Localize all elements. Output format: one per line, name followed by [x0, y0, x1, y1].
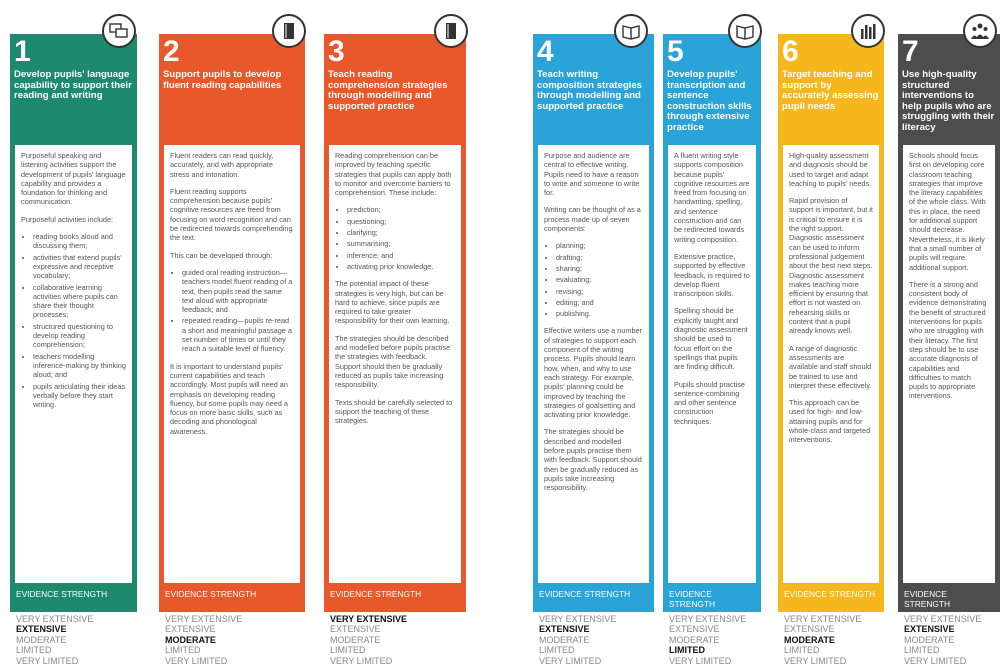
body-paragraph: Purposeful speaking and listening activities support the development of pupils' language capability and provides a foundation for thinking and communication. — [21, 151, 126, 207]
body-list-item: • repeated reading—pupils re-read a short and meaningful passage a set number of times or until they reach a suitable level of fluency. — [182, 316, 294, 353]
body-list-item: • teachers modelling inference-making by thinking aloud; and — [33, 352, 126, 380]
body-list-item: • questioning; — [347, 217, 455, 226]
evidence-level: MODERATE — [539, 634, 590, 645]
recommendation-header — [10, 34, 137, 140]
evidence-strength-text: EVIDENCE STRENGTH — [165, 589, 257, 599]
body-list-item: • prediction; — [347, 205, 455, 214]
body-list-item: • pupils articulating their ideas verbally before they start writing. — [33, 382, 126, 410]
evidence-level: VERY EXTENSIVE — [784, 614, 862, 624]
recommendation-number: 6 — [782, 35, 798, 68]
evidence-level: LIMITED — [669, 645, 705, 656]
recommendation-body — [898, 140, 1000, 588]
body-paragraph: Writing can be thought of as a process made up of seven components: — [544, 205, 641, 234]
evidence-strength-text: EVIDENCE STRENGTH — [539, 589, 631, 599]
body-list-item: • structured questioning to develop reading comprehension; — [33, 322, 126, 350]
body-list-item: • collaborative learning activities where pupils can share their thought processes; — [33, 283, 126, 320]
body-paragraph: Fluent readers can read quickly, accurately, and with appropriate stress and intonation. — [170, 151, 274, 179]
evidence-level: VERY EXTENSIVE — [539, 614, 617, 624]
open-book-icon — [614, 14, 648, 48]
evidence-levels — [663, 612, 761, 668]
recommendation-column-6 — [778, 0, 884, 668]
recommendation-column-2 — [159, 0, 305, 668]
body-list-item: • sharing; — [556, 264, 643, 273]
body-list-item: • publishing. — [556, 309, 643, 318]
recommendation-header — [778, 34, 884, 140]
evidence-level: LIMITED — [784, 645, 820, 656]
recommendation-header — [898, 34, 1000, 140]
body-list — [544, 241, 643, 318]
evidence-level: EXTENSIVE — [165, 624, 216, 635]
evidence-level: LIMITED — [330, 645, 366, 656]
body-paragraph: This approach can be used for high- and low-attaining pupils and for whole-class and targeted interventions. — [789, 398, 871, 445]
recommendation-body — [663, 140, 761, 588]
body-list-item: • planning; — [556, 241, 643, 250]
body-paragraph: Purpose and audience are central to effective writing. Pupils need to have a reason to write and someone to write for. — [544, 151, 640, 198]
evidence-level: VERY LIMITED — [330, 655, 393, 666]
recommendation-title: Teach writing composition strategies through modelling and supported practice — [537, 69, 643, 112]
recommendation-title: Target teaching and support by accurately assessing pupil needs — [782, 69, 879, 112]
body-paragraph: Spelling should be explicitly taught and diagnostic assessment should be used to focus effort on the spellings that pupils are finding difficult. — [674, 306, 748, 372]
body-paragraph: Purposeful activities include: — [21, 214, 114, 224]
evidence-strength-text: EVIDENCE STRENGTH — [669, 589, 716, 609]
evidence-strength-label — [778, 588, 884, 612]
recommendation-column-1 — [10, 0, 137, 668]
recommendation-header — [663, 34, 761, 140]
group-icon — [963, 14, 997, 48]
evidence-strength-label — [324, 588, 466, 612]
evidence-level: MODERATE — [904, 634, 955, 645]
evidence-level: VERY LIMITED — [539, 655, 602, 666]
recommendation-number: 1 — [14, 35, 30, 68]
recommendation-title: Teach reading comprehension strategies through modelling and supported practice — [328, 69, 448, 112]
evidence-level: VERY EXTENSIVE — [165, 614, 243, 624]
evidence-strength-label — [10, 588, 137, 612]
evidence-levels — [778, 612, 884, 668]
evidence-level: VERY EXTENSIVE — [16, 614, 94, 624]
recommendation-body-text — [15, 145, 132, 583]
body-paragraph: Schools should focus first on developing core classroom teaching strategies that improve the literacy capabilities of the whole class. With this in place, the need for additional support should decrease. Nevertheless, it is likely that a small number of pupils will require additional support. — [909, 151, 986, 272]
evidence-strength-text: EVIDENCE STRENGTH — [330, 589, 422, 599]
evidence-strength-label — [898, 588, 1000, 612]
evidence-strength-text: EVIDENCE STRENGTH — [16, 589, 108, 599]
body-paragraph: Texts should be carefully selected to support the teaching of these strategies. — [335, 397, 453, 426]
evidence-level: LIMITED — [904, 645, 940, 656]
evidence-levels — [10, 612, 137, 668]
recommendation-number: 3 — [328, 35, 344, 68]
body-list — [335, 205, 455, 271]
bar-chart-icon — [851, 14, 885, 48]
evidence-levels — [898, 612, 1000, 668]
recommendation-body — [324, 140, 466, 588]
evidence-level: MODERATE — [330, 634, 381, 645]
body-list-item: • activating prior knowledge. — [347, 262, 455, 271]
evidence-strength-text: EVIDENCE STRENGTH — [904, 589, 951, 609]
evidence-level: LIMITED — [539, 645, 575, 656]
body-paragraph: There is a strong and consistent body of evidence demonstrating the benefit of structured interventions for pupils who are struggling with their literacy. The first step should be to use accurate diagnosis of capabilities and difficulties to match pupils to appropriate interventions. — [909, 279, 987, 401]
recommendation-header — [324, 34, 466, 140]
evidence-level: EXTENSIVE — [16, 624, 67, 635]
evidence-level: EXTENSIVE — [784, 624, 835, 635]
body-paragraph: The strategies should be described and modelled before pupils practise the strategies with feedback. Support should then be gradually reduced as pupils take increasing responsibility. — [335, 333, 451, 390]
body-paragraph: A fluent writing style supports composition because pupils' cognitive resources are freed from focusing on handwriting, spelling, and sentence construction and can be redirected towards writing composition. — [674, 151, 750, 244]
evidence-level: VERY LIMITED — [904, 655, 967, 666]
evidence-level: EXTENSIVE — [539, 624, 590, 635]
recommendation-body-text — [164, 145, 300, 583]
book-icon — [272, 14, 306, 48]
evidence-levels — [159, 612, 305, 668]
evidence-level: MODERATE — [165, 634, 216, 645]
recommendation-column-5 — [663, 0, 761, 668]
evidence-levels — [533, 612, 654, 668]
recommendation-body-text — [903, 145, 995, 583]
evidence-level: MODERATE — [669, 634, 720, 645]
evidence-strength-label — [663, 588, 761, 612]
evidence-strength-text: EVIDENCE STRENGTH — [784, 589, 876, 599]
recommendation-title: Use high-quality structured interventions to help pupils who are struggling with their literacy — [902, 69, 995, 133]
recommendation-number: 5 — [667, 35, 683, 68]
evidence-strength-label — [159, 588, 305, 612]
body-paragraph: High-quality assessment and diagnosis should be used to target and adapt teaching to pupils' needs. — [789, 151, 872, 188]
evidence-level: VERY LIMITED — [165, 655, 228, 666]
body-paragraph: The strategies should be described and modelled before pupils practise them with feedback. Support should then be gradually reduced as pupils take increasing responsibility. — [544, 427, 642, 493]
recommendation-header — [159, 34, 305, 140]
body-paragraph: Pupils should practise sentence-combining and other sentence construction techniques. — [674, 379, 745, 426]
body-paragraph: Rapid provision of support is important, but it is critical to ensure it is the right support. Diagnostic assessment can be used to inform professional judgement about the best next steps. Diagnostic assessment makes teaching more efficient by ensuring that effort is not wasted on rehearsing skills or content that a pupil already knows well. — [789, 196, 873, 336]
body-paragraph: The potential impact of these strategies is very high, but can be hard to achieve, since pupils are required to take greater responsibility for their own learning. — [335, 279, 450, 326]
evidence-strength-label — [533, 588, 654, 612]
speech-bubbles-icon — [102, 14, 136, 48]
body-list — [21, 232, 126, 409]
evidence-levels — [324, 612, 466, 668]
recommendation-number: 7 — [902, 35, 918, 68]
recommendation-body-text — [668, 145, 756, 583]
recommendation-number: 2 — [163, 35, 179, 68]
recommendation-number: 4 — [537, 35, 553, 68]
recommendation-body-text — [538, 145, 649, 583]
body-list-item: • editing; and — [556, 298, 643, 307]
recommendation-body — [778, 140, 884, 588]
body-paragraph: This can be developed through: — [170, 250, 273, 260]
evidence-level: EXTENSIVE — [904, 624, 955, 635]
evidence-level: VERY EXTENSIVE — [904, 614, 982, 624]
body-list-item: • activities that extend pupils' expressive and receptive vocabulary; — [33, 253, 126, 281]
recommendation-header — [533, 34, 654, 140]
evidence-level: MODERATE — [784, 634, 835, 645]
body-list-item: • revising; — [556, 287, 643, 296]
body-list-item: • reading books aloud and discussing them; — [33, 232, 126, 251]
body-list-item: • guided oral reading instruction—teachers model fluent reading of a text, then pupils read the same text aloud with appropriate feedback; and — [182, 268, 294, 314]
evidence-level: VERY LIMITED — [784, 655, 847, 666]
body-paragraph: A range of diagnostic assessments are available and staff should be trained to use and interpret these effectively. — [789, 343, 872, 390]
body-list-item: • clarifying; — [347, 228, 455, 237]
recommendation-title: Develop pupils' transcription and sentence construction skills through extensive practice — [667, 69, 752, 133]
recommendation-body — [533, 140, 654, 588]
body-paragraph: Reading comprehension can be improved by teaching specific strategies that pupils can apply both to monitor and overcome barriers to comprehension. These include: — [335, 151, 452, 198]
evidence-level: LIMITED — [165, 645, 201, 656]
evidence-level: EXTENSIVE — [330, 624, 381, 635]
recommendation-title: Develop pupils' language capability to support their reading and writing — [14, 69, 132, 102]
evidence-level: VERY EXTENSIVE — [669, 614, 747, 624]
body-list — [170, 268, 294, 354]
recommendation-body — [159, 140, 305, 588]
body-paragraph: Effective writers use a number of strategies to support each component of the writing process. Pupils should learn how, when, and why to use each strategy. For example, pupils' planning could be improved by teaching the strategies of goalsetting and activating prior knowledge. — [544, 326, 643, 420]
evidence-level: VERY EXTENSIVE — [330, 614, 408, 624]
recommendation-column-7 — [898, 0, 1000, 668]
recommendation-body — [10, 140, 137, 588]
recommendation-body-text — [783, 145, 879, 583]
body-list-item: • inference; and — [347, 251, 455, 260]
book-icon — [434, 14, 468, 48]
body-list-item: • evaluating; — [556, 275, 643, 284]
body-list-item: • drafting; — [556, 253, 643, 262]
recommendation-column-3 — [324, 0, 466, 668]
evidence-level: MODERATE — [16, 634, 67, 645]
evidence-level: EXTENSIVE — [669, 624, 720, 635]
body-paragraph: Fluent reading supports comprehension because pupils' cognitive resources are freed from focusing on word recognition and can be redirected towards comprehending the text. — [170, 186, 293, 243]
evidence-level: VERY LIMITED — [669, 655, 732, 666]
recommendation-title: Support pupils to develop fluent reading capabilities — [163, 69, 282, 91]
recommendation-body-text — [329, 145, 461, 583]
body-list-item: • summarising; — [347, 239, 455, 248]
body-paragraph: It is important to understand pupils' current capabilities and teach accordingly. Most pupils will need an emphasis on developing reading fluency, but some pupils may need a focus on more basic skills, such as decoding and phonological awareness. — [170, 361, 288, 436]
body-paragraph: Extensive practice, supported by effective feedback, is required to develop fluent transcription skills. — [674, 251, 750, 299]
recommendation-column-4 — [533, 0, 654, 668]
evidence-level: VERY LIMITED — [16, 655, 79, 666]
open-book-icon — [728, 14, 762, 48]
evidence-level: LIMITED — [16, 645, 52, 656]
